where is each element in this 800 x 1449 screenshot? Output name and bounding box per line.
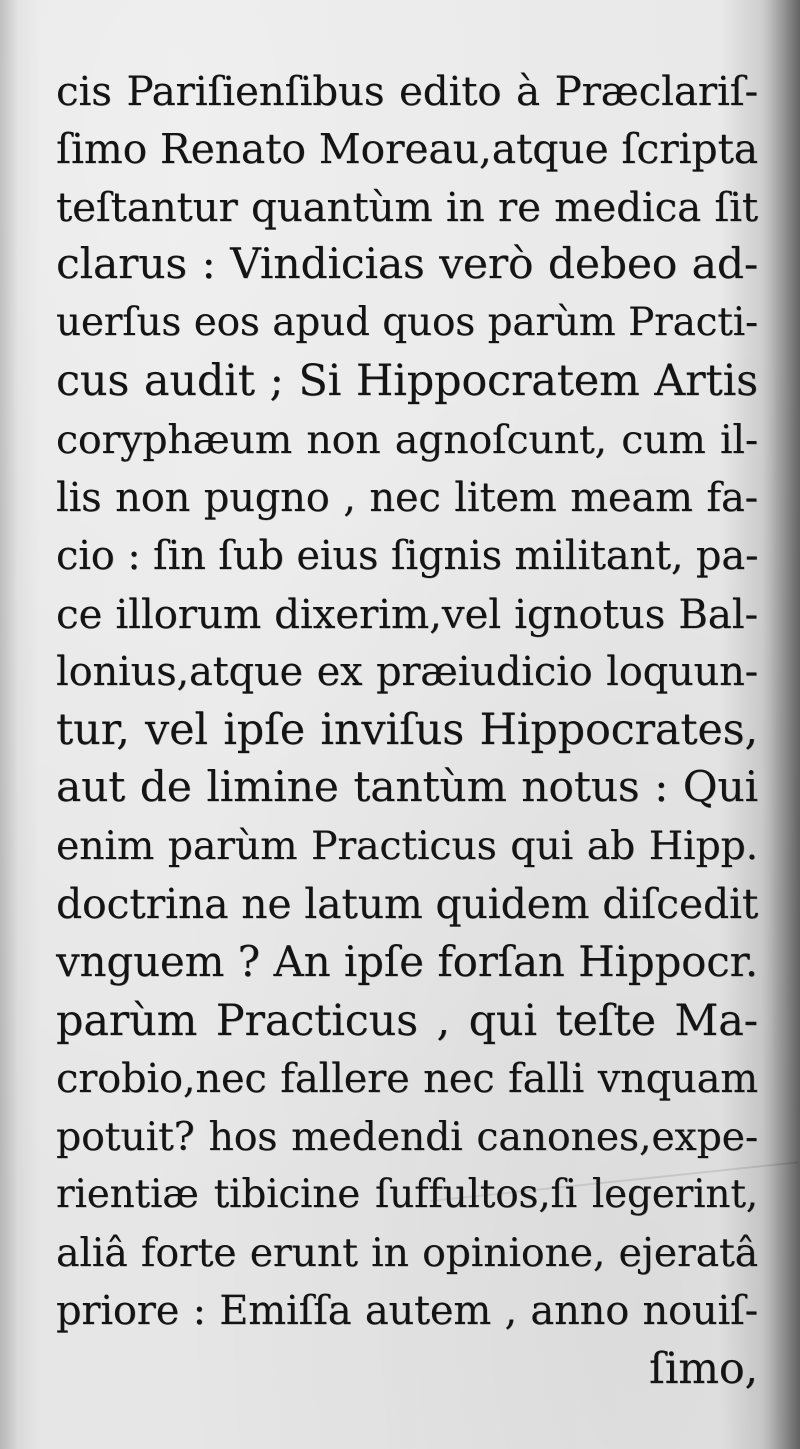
text-line: coryphæum non agnoſcunt, cum il- (56, 416, 758, 463)
text-line: cio : ſin ſub eius ſignis militant, pa- (56, 532, 759, 579)
text-line: ce illorum dixerim,vel ignotus Bal- (56, 589, 758, 638)
body-text (56, 62, 758, 1398)
text-line: uerſus eos apud quos parùm Practi- (56, 300, 758, 346)
text-line: clarus : Vindicias verò debeo ad- (56, 240, 758, 290)
text-line: vnguem ? An ipſe forſan Hippocr. (56, 937, 758, 987)
text-line: aliâ forte erunt in opinione, ejeratâ (56, 1229, 758, 1276)
text-line: rientiæ tibicine ſuffultos,ſi legerint, (56, 1171, 758, 1217)
text-line: tur, vel ipſe inviſus Hippocrates, (56, 705, 758, 756)
text-line: potuit? hos medendi canones,expe- (56, 1113, 758, 1160)
text-line: crobio,nec fallere nec falli vnquam (56, 1055, 758, 1102)
text-line: lis non pugno , nec litem meam fa- (56, 474, 758, 521)
text-line: cus audit ; Si Hippocratem Artis (56, 356, 758, 407)
catchword-line: ſimo, (649, 1344, 758, 1395)
text-line: lonius,atque ex præiudicio loquun- (56, 648, 758, 695)
text-line: teſtantur quantùm in re medica ſit (56, 183, 758, 232)
text-line: enim parùm Practicus qui ab Hipp. (56, 823, 758, 870)
text-line: priore : Emiſſa autem , anno nouiſ- (56, 1287, 758, 1334)
page-left-shadow (0, 0, 18, 1449)
text-line: cis Pariſienſibus edito à Præclariſ- (56, 67, 758, 115)
text-line: parùm Practicus , qui teſte Ma- (56, 995, 758, 1046)
text-line: ſimo Renato Moreau,atque ſcripta (56, 125, 758, 174)
page-gutter-shadow (762, 0, 800, 1449)
text-line: aut de limine tantùm notus : Qui (56, 763, 758, 813)
text-line: doctrina ne latum quidem diſcedit (56, 880, 759, 929)
